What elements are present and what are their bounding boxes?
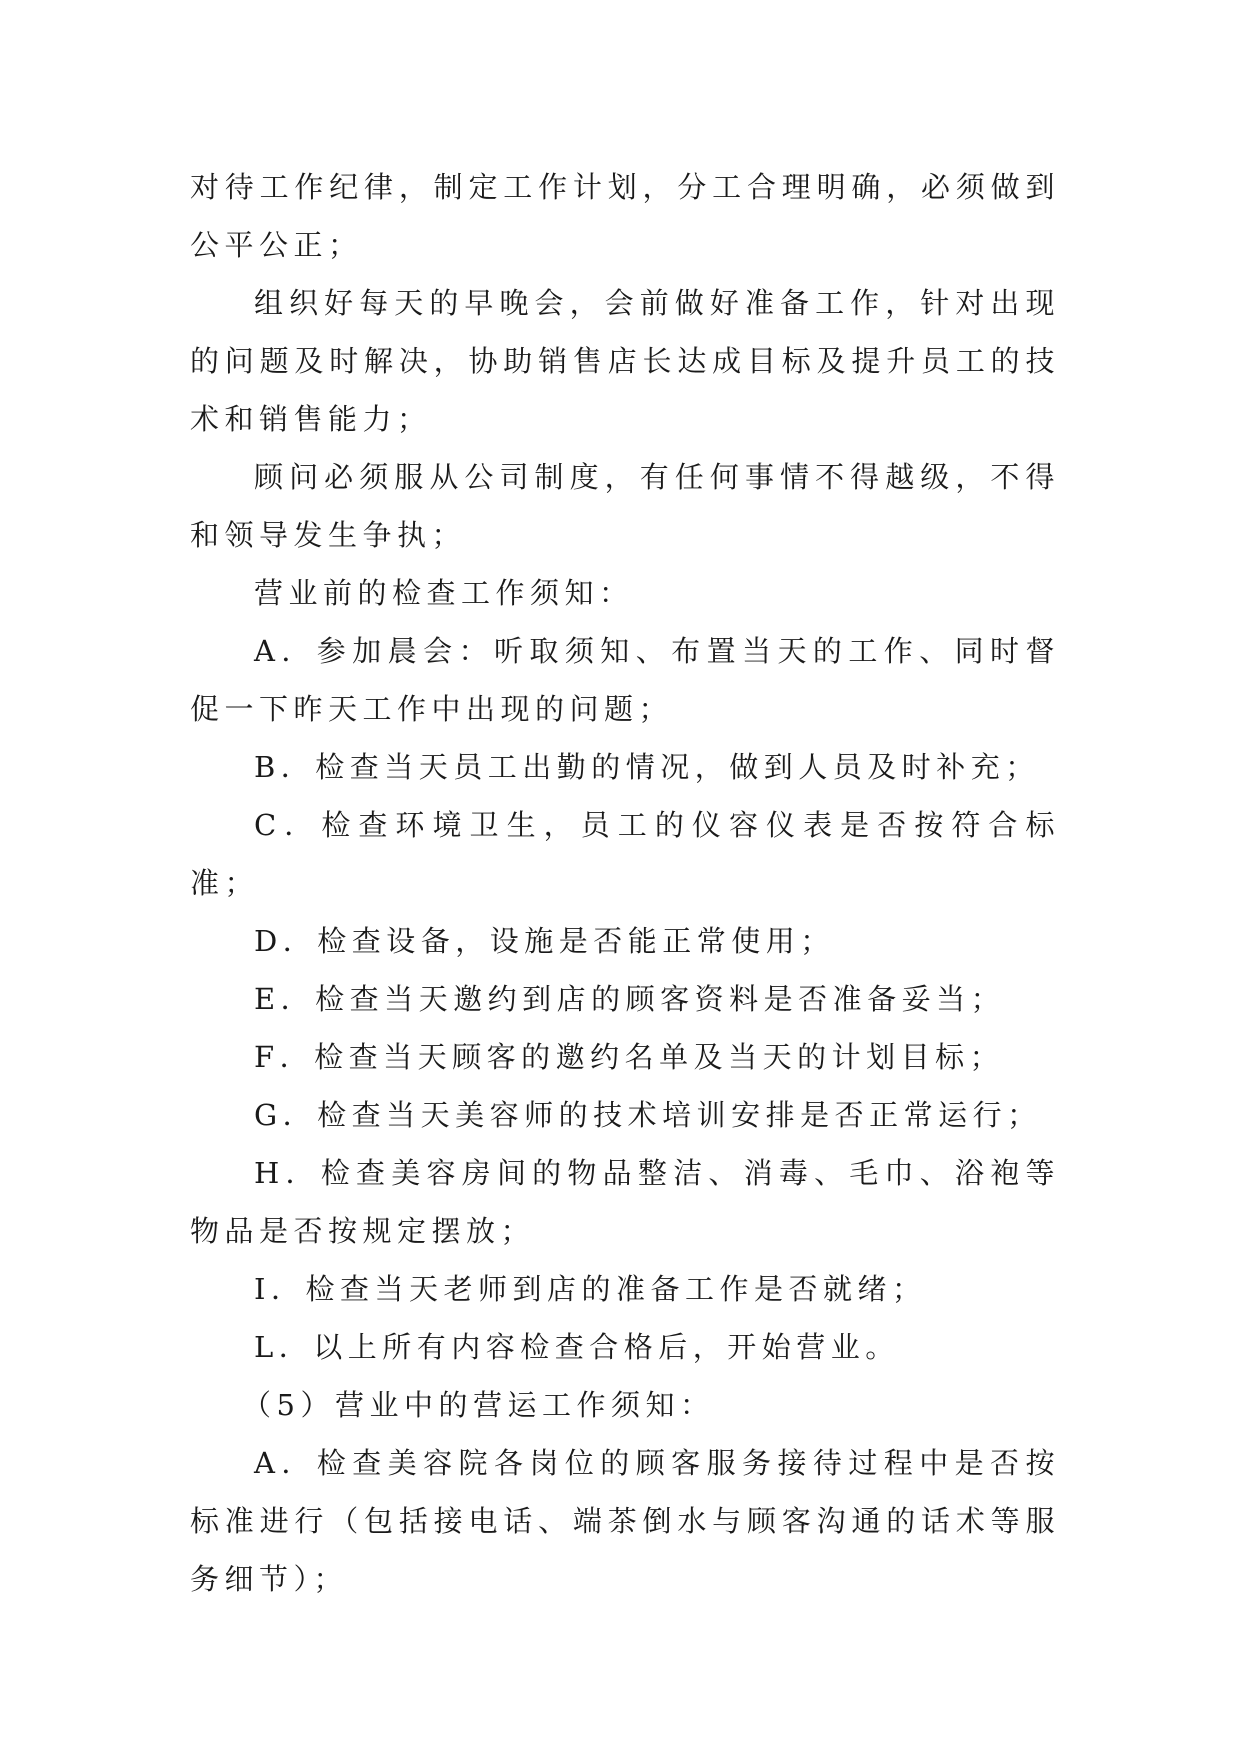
paragraph: 组织好每天的早晚会，会前做好准备工作，针对出现的问题及时解决，协助销售店长达成目标及提升员工的技术和销售能力； xyxy=(190,286,1060,436)
list-item: A．检查美容院各岗位的顾客服务接待过程中是否按标准进行（包括接电话、端茶倒水与顾客沟通的话术等服务细节）； xyxy=(190,1446,1060,1596)
list-item: A．参加晨会：听取须知、布置当天的工作、同时督促一下昨天工作中出现的问题； xyxy=(190,634,1060,726)
list-item: D．检查设备，设施是否能正常使用； xyxy=(254,924,835,958)
list-item: C．检查环境卫生，员工的仪容仪表是否按符合标准； xyxy=(190,808,1060,900)
list-item: L．以上所有内容检查合格后，开始营业。 xyxy=(254,1330,900,1364)
paragraph: 营业前的检查工作须知： xyxy=(254,576,634,610)
list-item: F．检查当天顾客的邀约名单及当天的计划目标； xyxy=(254,1040,1005,1074)
paragraph: 对待工作纪律，制定工作计划，分工合理明确，必须做到公平公正； xyxy=(190,170,1060,262)
paragraph: 顾问必须服从公司制度，有任何事情不得越级，不得和领导发生争执； xyxy=(190,460,1060,552)
list-item: E．检查当天邀约到店的顾客资料是否准备妥当； xyxy=(254,982,1006,1016)
document-body xyxy=(190,158,1060,1608)
section-heading: （5）营业中的营运工作须知： xyxy=(242,1388,715,1422)
list-item: I．检查当天老师到店的准备工作是否就绪； xyxy=(254,1272,927,1306)
list-item: B．检查当天员工出勤的情况，做到人员及时补充； xyxy=(254,750,1040,784)
list-item: G．检查当天美容师的技术培训安排是否正常运行； xyxy=(254,1098,1042,1132)
list-item: H．检查美容房间的物品整洁、消毒、毛巾、浴袍等物品是否按规定摆放； xyxy=(190,1156,1060,1248)
